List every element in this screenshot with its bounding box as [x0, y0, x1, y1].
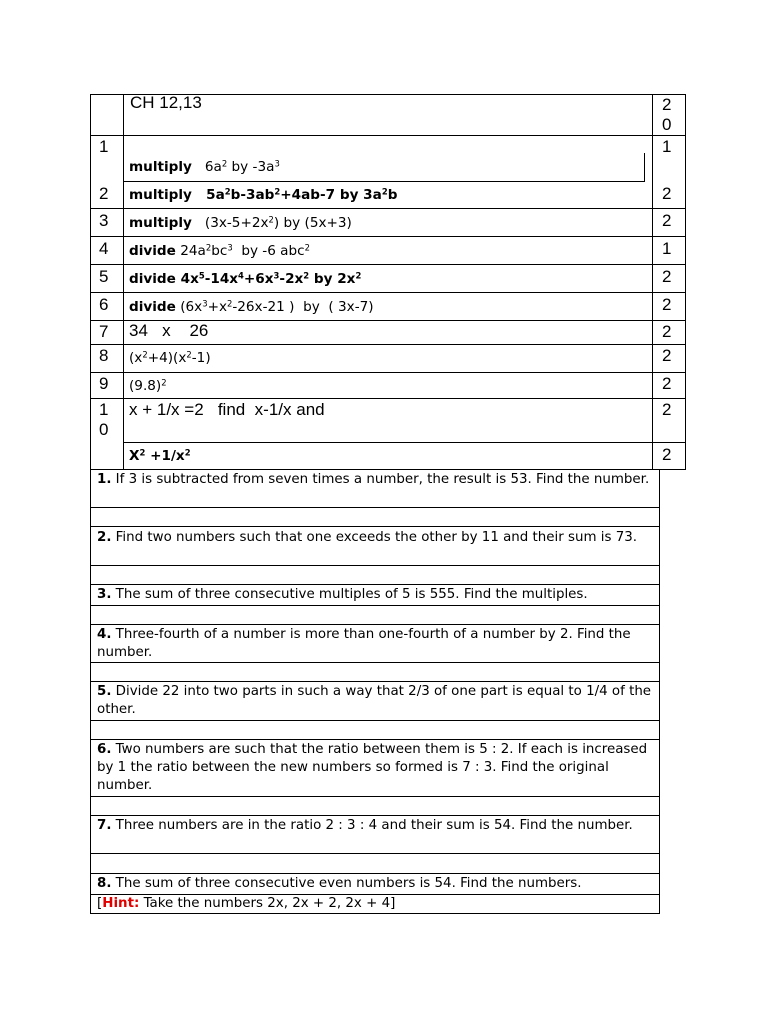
- row-divider: [90, 853, 660, 854]
- table-border-bottom: [90, 913, 660, 914]
- expression: $4x^5-14x^4+6x^3-2x^2$ by $2x^2$: [180, 270, 362, 287]
- row-number: 1 0: [99, 400, 109, 439]
- question-row-1: [129, 158, 280, 176]
- problem-text: The sum of three consecutive even numbers is 54. Find the numbers.: [115, 876, 582, 891]
- word-problem: [97, 529, 655, 547]
- word-problem: [97, 817, 655, 835]
- question-row-8: [129, 349, 211, 367]
- problem-text: The sum of three consecutive multiples of 5 is 555. Find the multiples.: [115, 587, 588, 602]
- expression: $24a^2bc^3$ by -6 abc$^2$: [180, 242, 310, 259]
- row-divider: [90, 796, 660, 797]
- row-divider: [90, 720, 660, 721]
- expression: ($6x^3+x^2-26x-21$ ) by ( 3x-7): [180, 298, 374, 315]
- row-marks: 2: [662, 346, 672, 365]
- row-divider: [90, 662, 660, 663]
- hint-line: [97, 895, 655, 913]
- question-row-4: [129, 242, 310, 260]
- row-divider: [90, 135, 686, 136]
- question-row-6: [129, 298, 374, 316]
- problem-number: 3.: [97, 587, 112, 602]
- table-border-bottom: [652, 469, 686, 470]
- row-marks: 1: [662, 239, 672, 258]
- row-divider: [90, 584, 660, 585]
- row-number: 4: [99, 239, 109, 258]
- row-marks: 2: [662, 445, 672, 464]
- word-problem: [97, 586, 655, 604]
- row-marks: 2: [662, 400, 672, 419]
- operation-label: multiply: [129, 187, 192, 203]
- row-divider: [90, 815, 660, 816]
- worksheet-heading: CH 12,13: [130, 93, 202, 112]
- row-divider: [90, 873, 660, 874]
- operation-label: divide: [129, 243, 176, 259]
- word-problem: [97, 683, 655, 719]
- expression: $X^2 +1/x^2$: [129, 447, 191, 464]
- row-number: 7: [99, 322, 109, 341]
- row-divider: [123, 442, 686, 443]
- question-row-7: 34 x 26: [129, 321, 209, 340]
- problem-number: 1.: [97, 472, 112, 487]
- row-marks: 2: [662, 322, 672, 341]
- operation-label: multiply: [129, 159, 192, 175]
- problem-number: 5.: [97, 684, 112, 699]
- table-border-left: [90, 94, 91, 470]
- operation-label: divide: [129, 299, 176, 315]
- row-marks: 2: [662, 211, 672, 230]
- table-column-divider: [123, 94, 124, 470]
- problem-text: Find two numbers such that one exceeds the other by 11 and their sum is 73.: [115, 530, 638, 545]
- cell-edge: [644, 153, 645, 182]
- question-row-5: [129, 270, 361, 288]
- hint-label: Hint:: [102, 896, 140, 911]
- row-marks: 2: [662, 374, 672, 393]
- problem-number: 8.: [97, 876, 112, 891]
- operation-label: divide: [129, 271, 176, 287]
- row-divider: [90, 372, 686, 373]
- row-divider: [90, 264, 686, 265]
- problem-number: 4.: [97, 627, 112, 642]
- row-divider: [90, 605, 660, 606]
- expression: $(9.8)^2$: [129, 377, 167, 394]
- row-number: 1: [99, 137, 109, 156]
- problem-text: Three-fourth of a number is more than one-fourth of a number by 2. Find the number.: [97, 627, 631, 660]
- problem-number: 7.: [97, 818, 112, 833]
- row-number: 5: [99, 267, 109, 286]
- expression: $6a^2$ by $-3a^3$: [204, 158, 280, 175]
- question-row-10-continued: [129, 447, 191, 465]
- hint-open-bracket: [: [97, 896, 103, 911]
- table-border-left: [90, 469, 91, 914]
- table-column-divider: [652, 94, 653, 470]
- table-border-right: [685, 94, 686, 470]
- row-divider: [90, 292, 686, 293]
- question-row-3: [129, 214, 352, 232]
- row-divider: [90, 398, 686, 399]
- row-number: 3: [99, 211, 109, 230]
- question-row-2: [129, 186, 397, 204]
- row-marks: 1: [662, 137, 672, 156]
- expression: $(x^2+4)(x^2-1)$: [129, 349, 211, 366]
- row-divider: [90, 344, 686, 345]
- row-divider: [90, 624, 660, 625]
- row-number: 8: [99, 346, 109, 365]
- expression: $5a^2b-3ab^2+4ab-7$ by $3a^2b$: [206, 186, 398, 203]
- row-divider: [90, 565, 660, 566]
- row-divider: [90, 208, 686, 209]
- problem-number: 2.: [97, 530, 112, 545]
- row-marks: 2: [662, 267, 672, 286]
- problem-text: Two numbers are such that the ratio between them is 5 : 2. If each is increased by 1 the ratio between the new numbers so formed is 7 : 3. Find the original number.: [97, 742, 648, 793]
- heading-marks: 2 0: [662, 95, 672, 134]
- row-marks: 2: [662, 184, 672, 203]
- row-divider: [90, 681, 660, 682]
- row-divider: [90, 236, 686, 237]
- operation-label: multiply: [129, 215, 192, 231]
- problem-text: Divide 22 into two parts in such a way that 2/3 of one part is equal to 1/4 of the other.: [97, 684, 652, 717]
- word-problem: [97, 626, 655, 662]
- row-number: 6: [99, 295, 109, 314]
- problem-text: Three numbers are in the ratio 2 : 3 : 4 and their sum is 54. Find the number.: [115, 818, 633, 833]
- word-problem: [97, 741, 655, 795]
- row-divider: [90, 739, 660, 740]
- problem-text: If 3 is subtracted from seven times a number, the result is 53. Find the number.: [115, 472, 650, 487]
- row-divider: [90, 526, 660, 527]
- question-row-9: [129, 377, 167, 395]
- row-divider: [123, 181, 645, 182]
- question-row-10: x + 1/x =2 find x-1/x and: [129, 400, 325, 419]
- table-border-right: [659, 469, 660, 914]
- row-marks: 2: [662, 295, 672, 314]
- expression: $(3x-5+2x^2)$ by (5x+3): [204, 214, 352, 231]
- row-number: 2: [99, 184, 109, 203]
- table-border-top: [90, 469, 653, 470]
- problem-number: 6.: [97, 742, 112, 757]
- word-problem: [97, 875, 655, 893]
- word-problem: [97, 471, 655, 489]
- row-number: 9: [99, 374, 109, 393]
- row-divider: [90, 507, 660, 508]
- hint-text: Take the numbers 2x, 2x + 2, 2x + 4]: [139, 896, 396, 911]
